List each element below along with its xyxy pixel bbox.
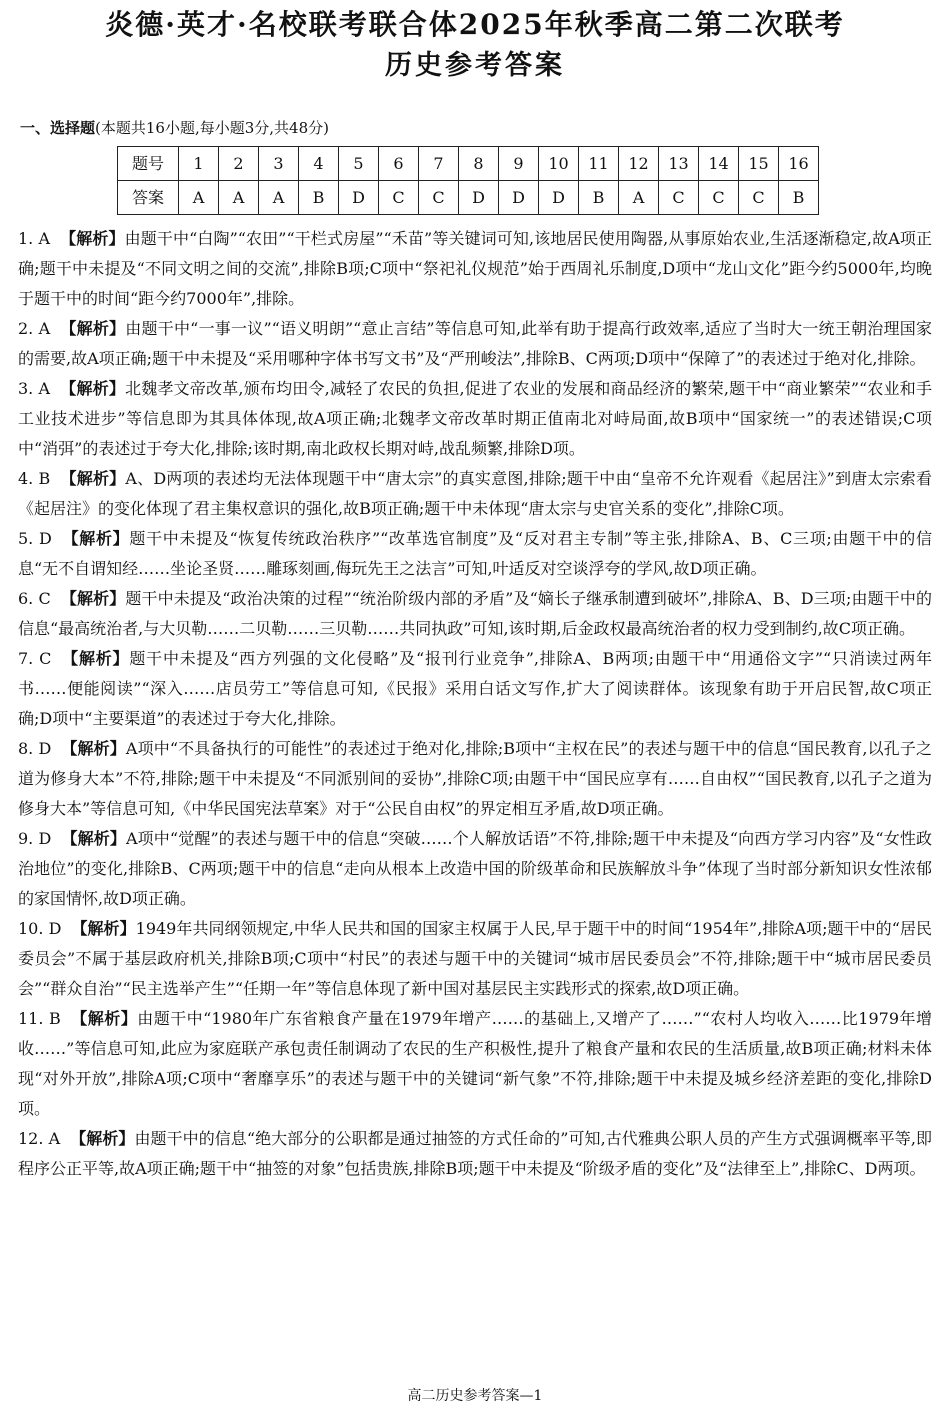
question-number: 14 (699, 147, 739, 181)
answer-cell: B (779, 181, 819, 215)
question-number: 5 (339, 147, 379, 181)
answer-cell: A (219, 181, 259, 215)
answer-cell: C (379, 181, 419, 215)
question-number: 6 (379, 147, 419, 181)
section-note: (本题共16小题,每小题3分,共48分) (95, 119, 329, 137)
explanation-item (18, 464, 932, 524)
answer-cell: A (619, 181, 659, 215)
explanation-item (18, 584, 932, 644)
answer-cell: C (699, 181, 739, 215)
row-label-numbers: 题号 (118, 147, 179, 181)
answer-cell: B (299, 181, 339, 215)
item-number: 1. A (18, 229, 51, 248)
question-number: 2 (219, 147, 259, 181)
analysis-tag: 【解析】 (70, 1009, 138, 1028)
item-number: 8. D (18, 739, 52, 758)
row-label-answers: 答案 (118, 181, 179, 215)
question-number: 1 (179, 147, 219, 181)
analysis-tag: 【解析】 (60, 469, 126, 488)
explanation-item (18, 224, 932, 314)
analysis-tag: 【解析】 (60, 229, 125, 248)
section-heading (20, 117, 329, 139)
explanation-item (18, 374, 932, 464)
analysis-tag: 【解析】 (60, 379, 126, 398)
page-footer: 高二历史参考答案—1 (407, 1388, 543, 1404)
answer-row (118, 181, 819, 215)
question-number: 11 (579, 147, 619, 181)
question-number: 15 (739, 147, 779, 181)
question-number-row (118, 147, 819, 181)
section-label: 一、选择题 (20, 119, 96, 137)
question-number: 9 (499, 147, 539, 181)
question-number: 7 (419, 147, 459, 181)
explanation-item (18, 1004, 932, 1124)
item-text: 题干中未提及“政治决策的过程”“统治阶级内部的矛盾”及“嫡长子继承制遭到破坏”,排除A、B、D三项;由题干中的信息“最高统治者,与大贝勒……二贝勒……三贝勒……共同执政”可知,该时期,后金政权最高统治者的权力受到制约,故C项正确。 (18, 589, 932, 638)
item-number: 11. B (18, 1009, 61, 1028)
explanation-list (18, 224, 932, 1184)
analysis-tag: 【解析】 (61, 739, 126, 758)
answer-cell: B (579, 181, 619, 215)
answer-cell: C (739, 181, 779, 215)
question-number: 12 (619, 147, 659, 181)
answer-cell: C (659, 181, 699, 215)
question-number: 16 (779, 147, 819, 181)
answer-cell: D (539, 181, 579, 215)
item-number: 12. A (18, 1129, 61, 1148)
page-subtitle: 历史参考答案 (385, 50, 565, 81)
item-number: 3. A (18, 379, 51, 398)
explanation-item (18, 734, 932, 824)
item-number: 6. C (18, 589, 51, 608)
question-number: 13 (659, 147, 699, 181)
analysis-tag: 【解析】 (60, 319, 126, 338)
answer-cell: D (459, 181, 499, 215)
question-number: 4 (299, 147, 339, 181)
item-text: A项中“觉醒”的表述与题干中的信息“突破……个人解放话语”不符,排除;题干中未提及“向西方学习内容”及“女性政治地位”的变化,排除B、C两项;题干中的信息“走向从根本上改造中国的阶级革命和民族解放斗争”体现了当时部分新知识女性浓郁的家国情怀,故D项正确。 (18, 829, 932, 908)
answer-cell: A (179, 181, 219, 215)
item-number: 2. A (18, 319, 51, 338)
item-number: 10. D (18, 919, 62, 938)
analysis-tag: 【解析】 (60, 589, 126, 608)
item-number: 9. D (18, 829, 52, 848)
item-text: 题干中未提及“西方列强的文化侵略”及“报刊行业竞争”,排除A、B两项;由题干中“用通俗文字”“只消读过两年书……便能阅读”“深入……店员劳工”等信息可知,《民报》采用白话文写作,扩大了阅读群体。该现象有助于开启民智,故C项正确;D项中“主要渠道”的表述过于夸大化,排除。 (18, 649, 932, 728)
item-number: 7. C (18, 649, 52, 668)
explanation-item (18, 1124, 932, 1184)
item-text: 题干中未提及“恢复传统政治秩序”“改革选官制度”及“反对君主专制”等主张,排除A、B、C三项;由题干中的信息“无不自谓知经……坐论圣贤……雕琢刻画,侮玩先王之法言”可知,叶适反对空谈浮夸的学风,故D项正确。 (18, 529, 932, 578)
item-text: A项中“不具备执行的可能性”的表述过于绝对化,排除;B项中“主权在民”的表述与题干中的信息“国民教育,以孔子之道为修身大本”不符,排除;题干中未提及“不同派别间的妥协”,排除C项;由题干中“国民应享有……自由权”“国民教育,以孔子之道为修身大本”等信息可知,《中华民国宪法草案》对于“公民自由权”的界定相互矛盾,故D项正确。 (18, 739, 932, 818)
question-number: 8 (459, 147, 499, 181)
explanation-item (18, 824, 932, 914)
item-text: 1949年共同纲领规定,中华人民共和国的国家主权属于人民,早于题干中的时间“1954年”,排除A项;题干中的“居民委员会”不属于基层政府机关,排除B项;C项中“村民”的表述与题干中的关键词“城市居民委员会”不符,排除;题干中“城市居民委员会”“群众自治”“民主选举产生”“任期一年”等信息体现了新中国对基层民主实践形式的探索,故D项正确。 (18, 919, 932, 998)
analysis-tag: 【解析】 (61, 649, 130, 668)
analysis-tag: 【解析】 (71, 919, 136, 938)
answer-cell: D (499, 181, 539, 215)
explanation-item (18, 314, 932, 374)
analysis-tag: 【解析】 (70, 1129, 135, 1148)
answer-table (117, 146, 819, 215)
item-text: 由题干中“白陶”“农田”“干栏式房屋”“禾苗”等关键词可知,该地居民使用陶器,从事原始农业,生活逐渐稳定,故A项正确;题干中未提及“不同文明之间的交流”,排除B项;C项中“祭祀礼仪规范”始于西周礼乐制度,D项中“龙山文化”距今约5000年,均晚于题干中的时间“距今约7000年”,排除。 (18, 229, 932, 308)
answer-cell: C (419, 181, 459, 215)
question-number: 10 (539, 147, 579, 181)
item-number: 4. B (18, 469, 51, 488)
analysis-tag: 【解析】 (61, 529, 130, 548)
item-text: 由题干中的信息“绝大部分的公职都是通过抽签的方式任命的”可知,古代雅典公职人员的产生方式强调概率平等,即程序公正平等,故A项正确;题干中“抽签的对象”包括贵族,排除B项;题干中未提及“阶级矛盾的变化”及“法律至上”,排除C、D两项。 (18, 1129, 932, 1178)
item-text: 由题干中“1980年广东省粮食产量在1979年增产……的基础上,又增产了……”“农村人均收入……比1979年增收……”等信息可知,此应为家庭联产承包责任制调动了农民的生产积极性,提升了粮食产量和农民的生活质量,故B项正确;材料未体现“对外开放”,排除A项;C项中“奢靡享乐”的表述与题干中的关键词“新气象”不符,排除;题干中未提及城乡经济差距的变化,排除D项。 (18, 1009, 932, 1118)
item-text: A、D两项的表述均无法体现题干中“唐太宗”的真实意图,排除;题干中由“皇帝不允许观看《起居注》”到唐太宗索看《起居注》的变化体现了君主集权意识的强化,故B项正确;题干中未体现“唐太宗与史官关系的变化”,排除C项。 (18, 469, 932, 518)
page-title: 炎德·英才·名校联考联合体2025年秋季高二第二次联考 (105, 8, 845, 41)
question-number: 3 (259, 147, 299, 181)
explanation-item (18, 524, 932, 584)
item-text: 北魏孝文帝改革,颁布均田令,减轻了农民的负担,促进了农业的发展和商品经济的繁荣,题干中“商业繁荣”“农业和手工业技术进步”等信息即为其具体体现,故A项正确;北魏孝文帝改革时期正值南北对峙局面,故B项中“国家统一”的表述错误;C项中“消弭”的表述过于夸大化,排除;该时期,南北政权长期对峙,战乱频繁,排除D项。 (18, 379, 932, 458)
item-text: 由题干中“一事一议”“语义明朗”“意止言结”等信息可知,此举有助于提高行政效率,适应了当时大一统王朝治理国家的需要,故A项正确;题干中未提及“采用哪种字体书写文书”及“严刑峻法”,排除B、C两项;D项中“保障了”的表述过于绝对化,排除。 (18, 319, 932, 368)
analysis-tag: 【解析】 (61, 829, 126, 848)
explanation-item (18, 644, 932, 734)
answer-cell: A (259, 181, 299, 215)
answer-cell: D (339, 181, 379, 215)
item-number: 5. D (18, 529, 52, 548)
explanation-item (18, 914, 932, 1004)
